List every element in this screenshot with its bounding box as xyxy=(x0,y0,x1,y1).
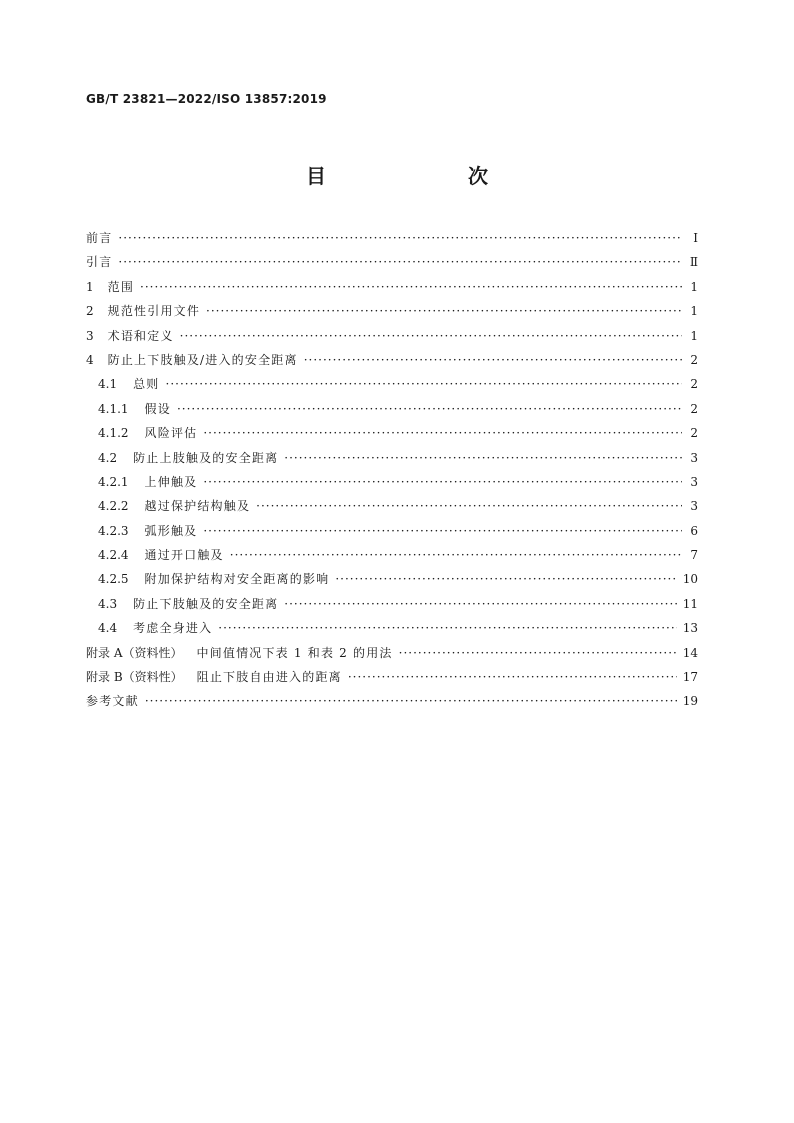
toc-entry[interactable] xyxy=(86,372,698,396)
toc-entry-number: 4.2 xyxy=(98,450,118,465)
toc-entry-page-number: 19 xyxy=(682,694,698,709)
toc-entry-page-number: 13 xyxy=(682,621,698,636)
toc-entry[interactable] xyxy=(86,275,698,299)
toc-entry-page-number: 1 xyxy=(690,279,698,294)
toc-entry-label: 假设 xyxy=(144,401,171,416)
toc-entry-label: 上伸触及 xyxy=(144,474,198,489)
toc-entry-label: 总则 xyxy=(133,377,160,392)
toc-entry-number: 3 xyxy=(86,328,94,343)
dot-leader xyxy=(218,616,676,640)
toc-entry-number: 4.2.2 xyxy=(98,499,129,514)
toc-entry-label: 前言 xyxy=(86,231,113,245)
toc-entry-number: 4.1.1 xyxy=(98,401,129,416)
toc-entry-page-number: 2 xyxy=(690,377,698,392)
toc-entry-page-number: 1 xyxy=(690,328,698,343)
toc-entry-label: 参考文献 xyxy=(86,694,139,709)
toc-entry[interactable] xyxy=(86,616,698,640)
toc-entry-number: 4.4 xyxy=(98,621,118,636)
dot-leader xyxy=(304,348,682,372)
toc-entry-page-number: 10 xyxy=(682,572,698,587)
toc-entry-number: 4 xyxy=(86,352,94,367)
toc-entry[interactable] xyxy=(86,446,698,470)
toc-entry-number: 附录 A（资料性） xyxy=(86,645,183,660)
dot-leader xyxy=(284,446,682,470)
toc-entry-number: 4.3 xyxy=(98,596,118,611)
dot-leader xyxy=(284,592,676,616)
toc-entry-number: 1 xyxy=(86,279,94,294)
dot-leader xyxy=(140,275,682,299)
toc-entry-page-number: 3 xyxy=(690,450,698,465)
dot-leader xyxy=(335,567,676,591)
toc-entry-page-number: 7 xyxy=(690,548,698,563)
toc-entry-number: 4.2.4 xyxy=(98,548,129,563)
toc-entry-label: 附加保护结构对安全距离的影响 xyxy=(144,572,330,587)
toc-entry[interactable] xyxy=(86,641,698,665)
toc-entry-label: 规范性引用文件 xyxy=(107,304,201,319)
toc-entry-page-number: 2 xyxy=(690,401,698,416)
dot-leader xyxy=(177,397,682,421)
toc-entry-number: 4.2.1 xyxy=(98,474,129,489)
toc-entry-number: 2 xyxy=(86,304,94,319)
dot-leader xyxy=(256,494,682,518)
toc-entry-page-number: Ⅰ xyxy=(693,231,698,245)
toc-entry-label: 越过保护结构触及 xyxy=(144,499,251,514)
toc-entry[interactable] xyxy=(86,324,698,348)
dot-leader xyxy=(118,226,682,250)
dot-leader xyxy=(180,324,682,348)
toc-entry[interactable] xyxy=(86,494,698,518)
toc-entry[interactable] xyxy=(86,226,698,250)
toc-entry-label: 通过开口触及 xyxy=(144,548,224,563)
toc-entry[interactable] xyxy=(86,665,698,689)
toc-entry-number: 附录 B（资料性） xyxy=(86,670,183,685)
toc-entry-label: 范围 xyxy=(107,279,135,294)
toc-entry[interactable] xyxy=(86,543,698,567)
dot-leader xyxy=(203,519,682,543)
toc-entry-page-number: 17 xyxy=(682,670,698,685)
toc-entry-page-number: 6 xyxy=(690,523,698,538)
toc-entry-label: 弧形触及 xyxy=(144,523,198,538)
toc-entry-number: 4.1 xyxy=(98,377,118,392)
toc-entry-page-number: 3 xyxy=(690,499,698,514)
toc-entry-label: 阻止下肢自由进入的距离 xyxy=(196,670,342,685)
toc-entry-label: 考虑全身进入 xyxy=(133,621,213,636)
toc-entry-number: 4.2.5 xyxy=(98,572,129,587)
toc-entry-page-number: 3 xyxy=(690,474,698,489)
toc-entry-label: 术语和定义 xyxy=(107,328,174,343)
toc-entry[interactable] xyxy=(86,250,698,274)
toc-entry[interactable] xyxy=(86,592,698,616)
dot-leader xyxy=(348,665,677,689)
toc-entry-page-number: 2 xyxy=(690,426,698,441)
toc-entry[interactable] xyxy=(86,348,698,372)
table-of-contents xyxy=(86,226,698,714)
toc-entry-label: 中间值情况下表 1 和表 2 的用法 xyxy=(196,645,393,660)
toc-entry-label: 防止上下肢触及/进入的安全距离 xyxy=(107,352,298,367)
toc-entry[interactable] xyxy=(86,299,698,323)
toc-entry[interactable] xyxy=(86,397,698,421)
dot-leader xyxy=(399,641,677,665)
toc-entry[interactable] xyxy=(86,689,698,713)
toc-entry[interactable] xyxy=(86,567,698,591)
toc-entry-label: 防止下肢触及的安全距离 xyxy=(133,596,279,611)
toc-entry-page-number: 11 xyxy=(682,596,698,611)
toc-entry-label: 风险评估 xyxy=(144,426,198,441)
toc-entry-label: 引言 xyxy=(86,255,113,270)
toc-entry-page-number: 14 xyxy=(682,645,698,660)
dot-leader xyxy=(206,299,682,323)
document-standard-code: GB/T 23821—2022/ISO 13857:2019 xyxy=(86,92,327,106)
page-title: 目 次 xyxy=(306,164,522,188)
dot-leader xyxy=(145,689,677,713)
toc-entry-page-number: Ⅱ xyxy=(689,255,698,270)
toc-entry[interactable] xyxy=(86,519,698,543)
dot-leader xyxy=(203,421,682,445)
dot-leader xyxy=(118,250,682,274)
toc-entry-label: 防止上肢触及的安全距离 xyxy=(133,450,279,465)
toc-entry[interactable] xyxy=(86,470,698,494)
dot-leader xyxy=(166,372,683,396)
toc-entry-number: 4.1.2 xyxy=(98,426,129,441)
toc-entry-page-number: 2 xyxy=(690,352,698,367)
toc-entry-number: 4.2.3 xyxy=(98,523,129,538)
dot-leader xyxy=(203,470,682,494)
toc-entry-page-number: 1 xyxy=(690,304,698,319)
dot-leader xyxy=(230,543,682,567)
toc-entry[interactable] xyxy=(86,421,698,445)
